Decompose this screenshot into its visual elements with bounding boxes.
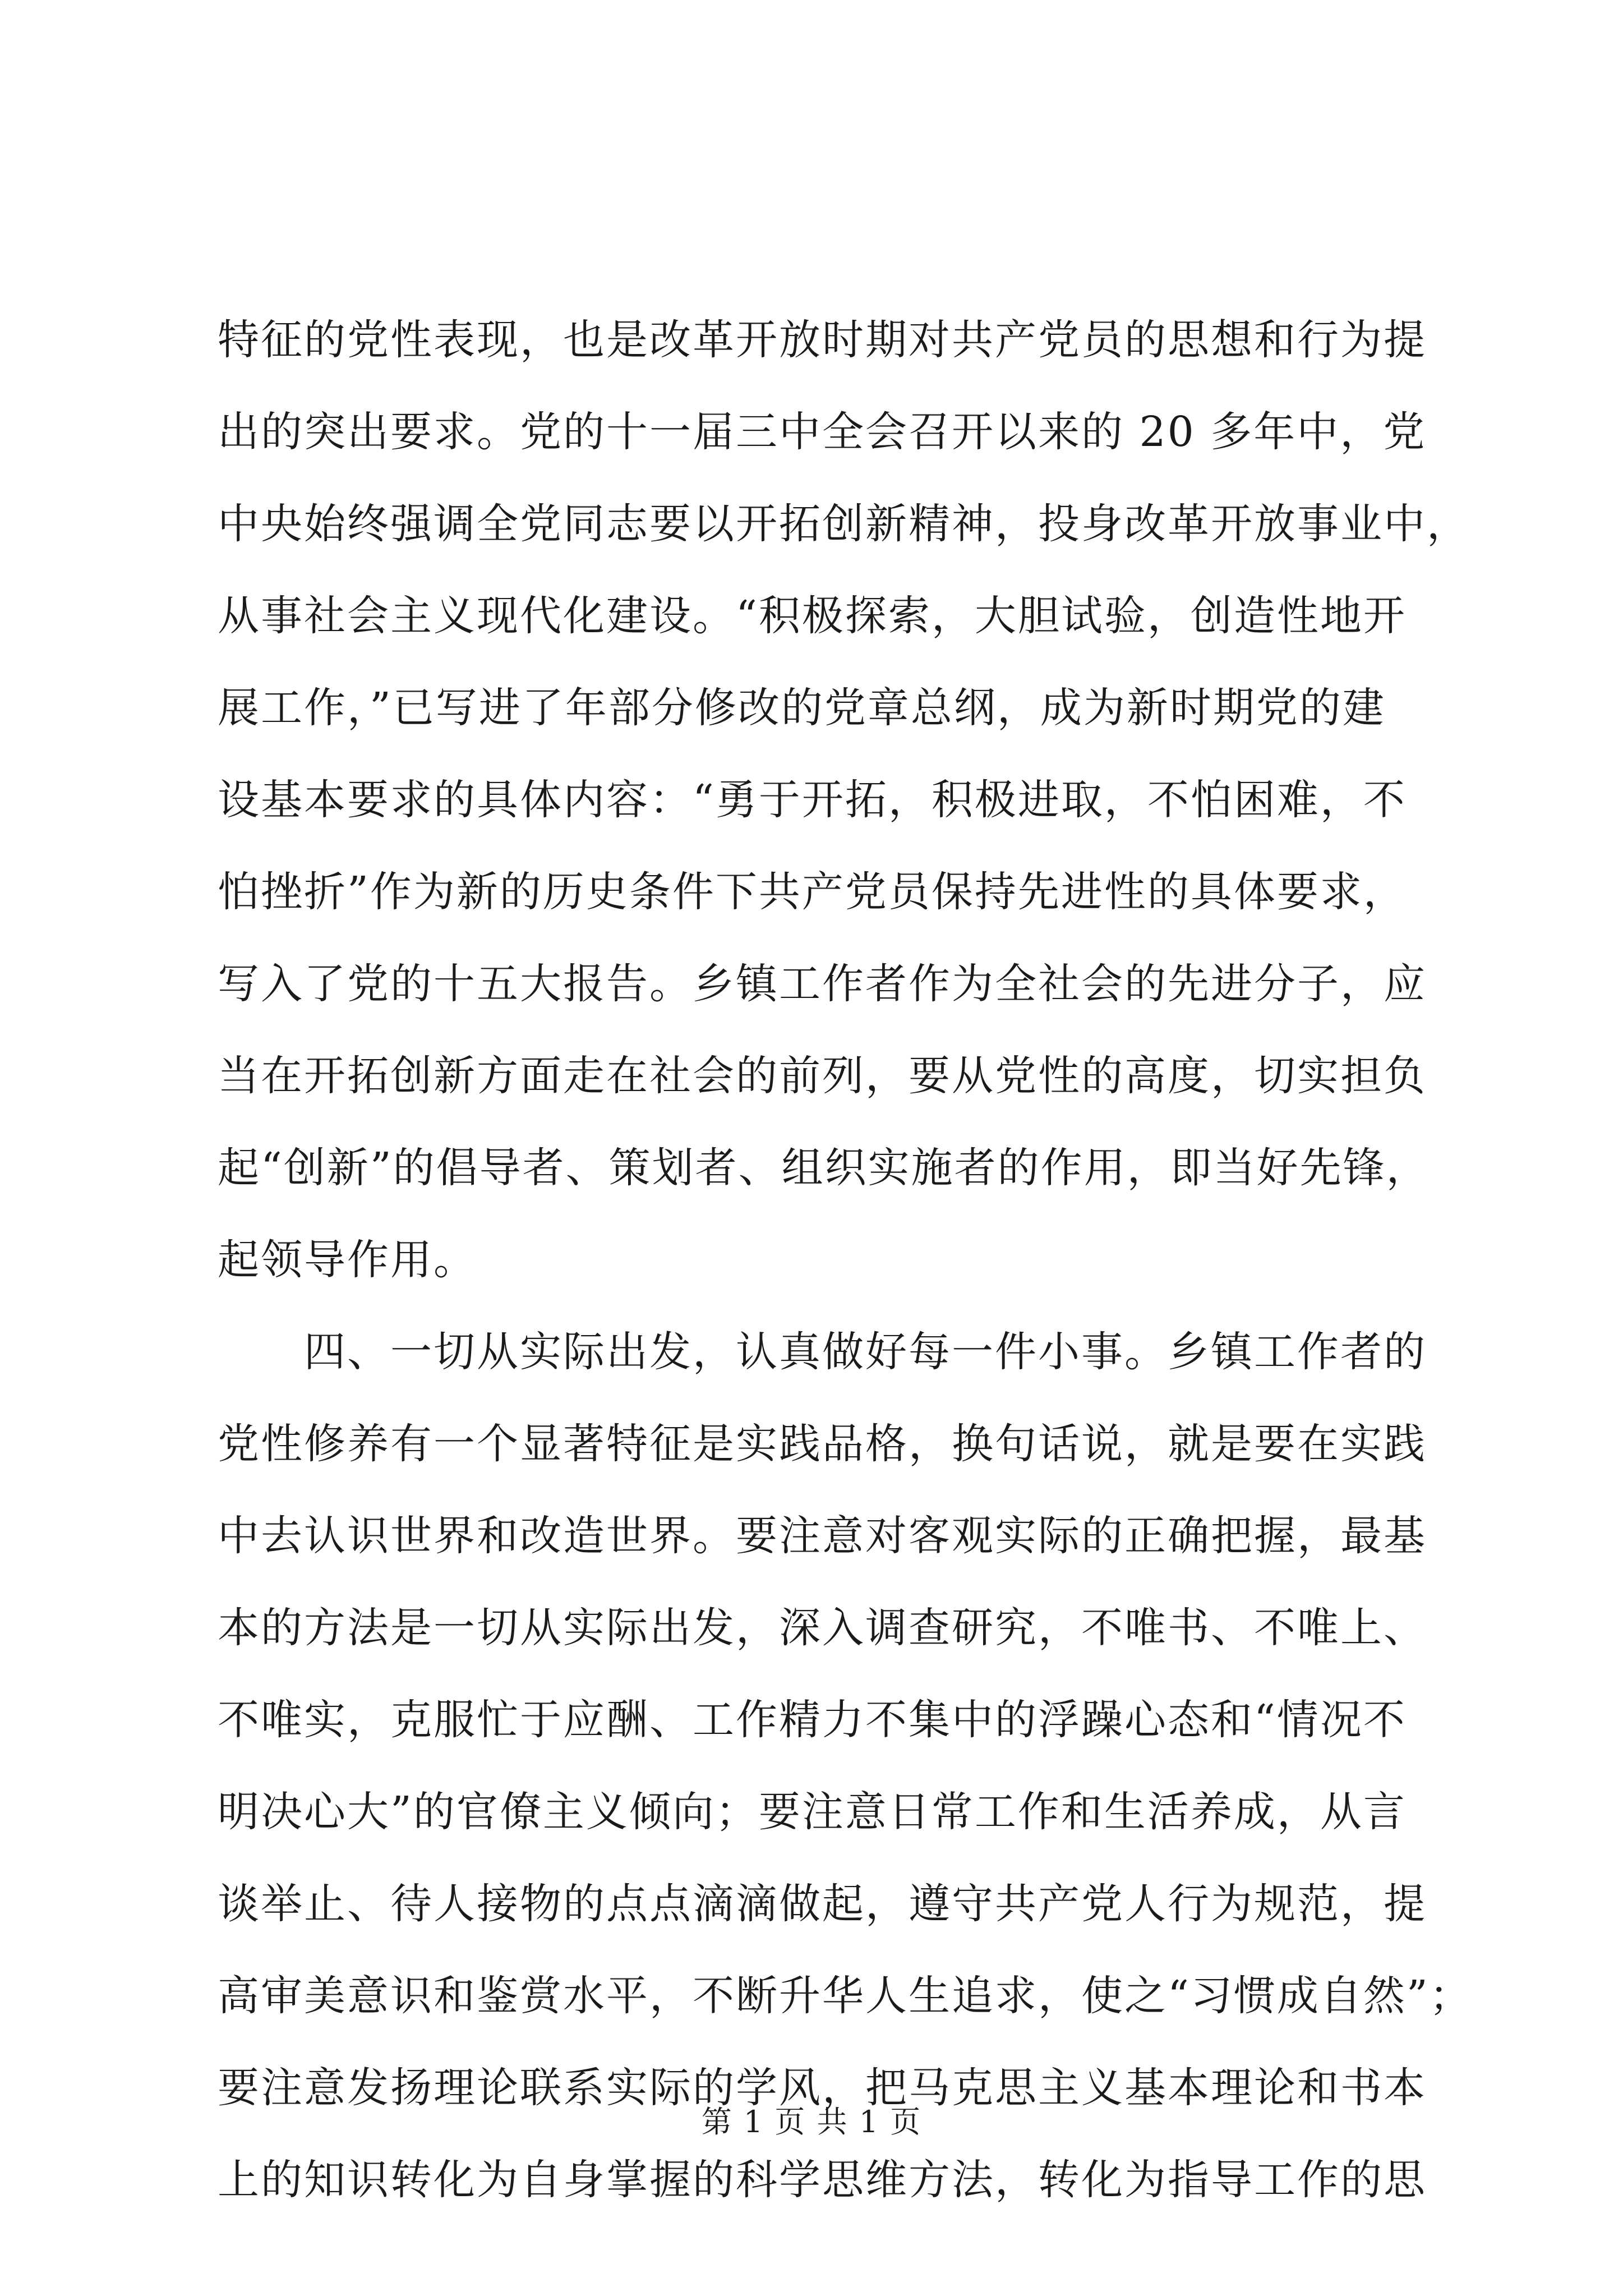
page-footer: 第 1 页 共 1 页 [701, 2104, 922, 2139]
text-line: 本的方法是一切从实际出发，深入调查研究，不唯书、不唯上、 [218, 1604, 1427, 1652]
text-line: 不唯实，克服忙于应酬、工作精力不集中的浮躁心态和“情况不 [218, 1696, 1407, 1744]
text-line: 谈举止、待人接物的点点滴滴做起，遵守共产党人行为规范，提 [218, 1880, 1427, 1928]
text-line: 上的知识转化为自身掌握的科学思维方法，转化为指导工作的思 [218, 2156, 1427, 2204]
text-line: 出的突出要求。党的十一届三中全会召开以来的 20 多年中，党 [218, 408, 1427, 456]
text-line: 设基本要求的具体内容：“勇于开拓，积极进取，不怕困难，不 [218, 776, 1407, 824]
text-line: 当在开拓创新方面走在社会的前列，要从党性的高度，切实担负 [218, 1052, 1427, 1100]
text-line: 高审美意识和鉴赏水平，不断升华人生追求，使之“习惯成自然”； [218, 1972, 1473, 2020]
text-line: 中央始终强调全党同志要以开拓创新精神，投身改革开放事业中， [218, 500, 1470, 548]
text-line: 四、一切从实际出发，认真做好每一件小事。乡镇工作者的 [218, 1328, 1427, 1376]
text-line: 起“创新”的倡导者、策划者、组织实施者的作用，即当好先锋， [218, 1144, 1430, 1192]
text-line: 明决心大”的官僚主义倾向；要注意日常工作和生活养成，从言 [218, 1788, 1407, 1836]
text-line: 怕挫折”作为新的历史条件下共产党员保持先进性的具体要求， [218, 868, 1407, 916]
text-line: 展工作，”已写进了年部分修改的党章总纲，成为新时期党的建 [218, 684, 1386, 732]
text-line: 中去认识世界和改造世界。要注意对客观实际的正确把握，最基 [218, 1512, 1427, 1560]
text-line: 写入了党的十五大报告。乡镇工作者作为全社会的先进分子，应 [218, 960, 1427, 1008]
text-line: 特征的党性表现，也是改革开放时期对共产党员的思想和行为提 [218, 316, 1427, 364]
document-body [218, 294, 1474, 2226]
text-line: 起领导作用。 [218, 1236, 477, 1284]
text-line: 党性修养有一个显著特征是实践品格，换句话说，就是要在实践 [218, 1420, 1427, 1468]
text-line: 从事社会主义现代化建设。“积极探索，大胆试验，创造性地开 [218, 592, 1407, 640]
text-line: 要注意发扬理论联系实际的学风，把马克思主义基本理论和书本 [218, 2064, 1427, 2112]
